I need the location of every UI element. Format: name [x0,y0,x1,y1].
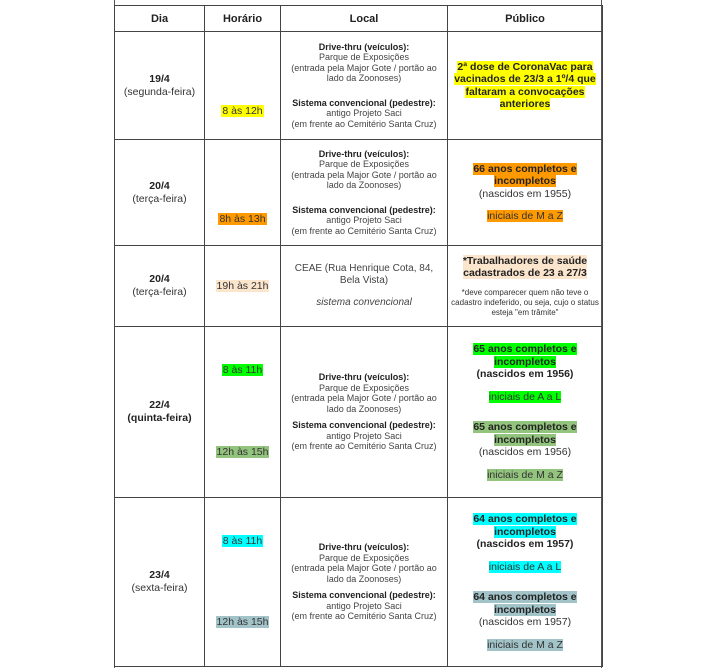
publico-text: (nascidos em 1956) [478,446,572,458]
publico-line [451,61,599,111]
header-local: Local [281,6,448,32]
spacer [451,403,599,421]
publico-text: 65 anos completos e incompletos [473,421,577,446]
cell-local [281,498,448,667]
conventional-system-line: antigo Projeto Saci [326,108,402,119]
publico-line [451,591,599,616]
ceae-system: sistema convencional [316,297,412,308]
cell-publico [448,140,603,246]
publico-line [451,561,599,574]
cell-publico [448,498,603,667]
drive-thru-line: Parque de Exposições [318,159,410,170]
cell-publico [448,32,603,140]
publico-text: 64 anos completos e incompletos [473,591,577,616]
ceae-address: CEAE (Rua Henrique Cota, 84, Bela Vista) [294,263,434,286]
conventional-system-line: (em frente ao Cemitério Santa Cruz) [291,118,437,129]
publico-line [451,210,599,223]
publico-line [451,163,599,188]
publico-line [451,538,599,551]
time-slot: 12h às 15h [216,446,269,458]
time-slot-wrap [205,446,280,458]
publico-text: *deve comparecer quem não teve o cadastro indeferido, ou seja, cujo o status esteja "em trâmite" [451,287,599,317]
publico-line [451,616,599,629]
spacer [284,84,444,98]
spacer [284,191,444,205]
date: 19/4 [149,72,170,85]
publico-line [451,368,599,381]
spacer [451,573,599,591]
vaccination-schedule-table [114,5,603,667]
weekday: (terça-feira) [132,192,187,205]
conventional-system-title: Sistema convencional (pedestre): [292,204,436,215]
spacer [451,629,599,639]
table-row [115,327,603,498]
table-row [115,246,603,327]
time-slot: 8 às 11h [222,364,263,377]
conventional-system-title: Sistema convencional (pedestre): [292,97,436,108]
publico-line [451,255,599,280]
publico-line [451,469,599,482]
header-dia: Dia [115,6,205,32]
table-row [115,32,603,140]
publico-text: 65 anos completos e incompletos [473,343,577,368]
spacer [451,459,599,469]
drive-thru-line: Parque de Exposições [318,552,410,563]
drive-thru-line: (entrada pela Major Gote / portão ao lado da Zoonoses) [291,62,437,84]
cell-horario [205,246,281,327]
conventional-system-line: (em frente ao Cemitério Santa Cruz) [291,225,437,236]
publico-text: iniciais de A a L [488,390,562,403]
publico-text: iniciais de M a Z [487,210,563,222]
publico-text: 66 anos completos e incompletos [473,162,577,187]
cell-local [281,327,448,498]
cell-horario [205,140,281,246]
weekday: (quinta-feira) [127,412,192,424]
time-slot-wrap [205,535,280,547]
header-publico: Público [448,6,603,32]
spacer [451,381,599,391]
publico-text: 64 anos completos e incompletos [473,513,577,538]
drive-thru-title: Drive-thru (veículos): [318,41,410,52]
header-horario: Horário [205,6,281,32]
time-slot: 19h às 21h [216,280,269,292]
cell-horario [205,32,281,140]
weekday: (segunda-feira) [123,85,196,98]
publico-text: (nascidos em 1955) [478,187,572,200]
conventional-system-line: (em frente ao Cemitério Santa Cruz) [291,611,437,622]
cell-dia [115,32,205,140]
publico-text: iniciais de M a Z [487,468,563,481]
drive-thru-title: Drive-thru (veículos): [318,148,410,159]
cell-horario [205,498,281,667]
conventional-system-title: Sistema convencional (pedestre): [292,420,436,431]
publico-line [451,391,599,404]
cell-dia [115,327,205,498]
drive-thru-line: (entrada pela Major Gote / portão ao lado da Zoonoses) [291,169,437,191]
drive-thru-line: Parque de Exposições [318,52,410,63]
publico-line [451,446,599,459]
time-slot: 8 às 11h [222,534,263,547]
table-row [115,498,603,667]
header-row [115,6,603,32]
publico-line [451,513,599,538]
publico-text: (nascidos em 1957) [476,538,574,550]
date: 23/4 [149,569,170,581]
publico-line [451,188,599,201]
drive-thru-line: Parque de Exposições [318,382,410,393]
spacer [284,287,444,297]
cell-horario [205,327,281,498]
time-slot: 8h às 13h [219,213,266,225]
cell-dia [115,246,205,327]
publico-line [451,288,599,318]
time-slot-wrap [205,364,280,376]
table-row [115,140,603,246]
cell-publico [448,246,603,327]
drive-thru-title: Drive-thru (veículos): [318,372,410,383]
publico-text: iniciais de A a L [488,560,562,573]
drive-thru-line: (entrada pela Major Gote / portão ao lado da Zoonoses) [291,563,437,584]
publico-line [451,639,599,652]
time-slot: 8 às 12h [222,105,263,117]
weekday: (terça-feira) [132,286,187,298]
publico-text: *Trabalhadores de saúde cadastrados de 23 a 27/3 [462,254,588,279]
conventional-system-line: (em frente ao Cemitério Santa Cruz) [291,441,437,452]
spacer [451,551,599,561]
drive-thru-line: (entrada pela Major Gote / portão ao lado da Zoonoses) [291,393,437,414]
cell-local [281,246,448,327]
cell-local [281,32,448,140]
conventional-system-title: Sistema convencional (pedestre): [292,590,436,601]
conventional-system-line: antigo Projeto Saci [326,600,402,611]
time-slot: 12h às 15h [216,615,269,628]
drive-thru-title: Drive-thru (veículos): [318,542,410,553]
date: 22/4 [149,399,170,411]
cell-local [281,140,448,246]
time-slot-wrap [205,616,280,628]
cell-publico [448,327,603,498]
date: 20/4 [149,273,170,285]
weekday: (sexta-feira) [131,582,188,594]
publico-text: iniciais de M a Z [487,638,563,651]
publico-line [451,421,599,446]
publico-line [451,343,599,368]
publico-text: (nascidos em 1957) [478,616,572,628]
publico-text: (nascidos em 1956) [476,368,574,380]
spacer [451,200,599,210]
cell-dia [115,498,205,667]
cell-dia [115,140,205,246]
publico-text: 2ª dose de CoronaVac para vacinados de 23/3 a 1º/4 que faltaram a convocações anteriores [454,60,596,110]
date: 20/4 [149,179,170,192]
conventional-system-line: antigo Projeto Saci [326,215,402,226]
conventional-system-line: antigo Projeto Saci [326,430,402,441]
